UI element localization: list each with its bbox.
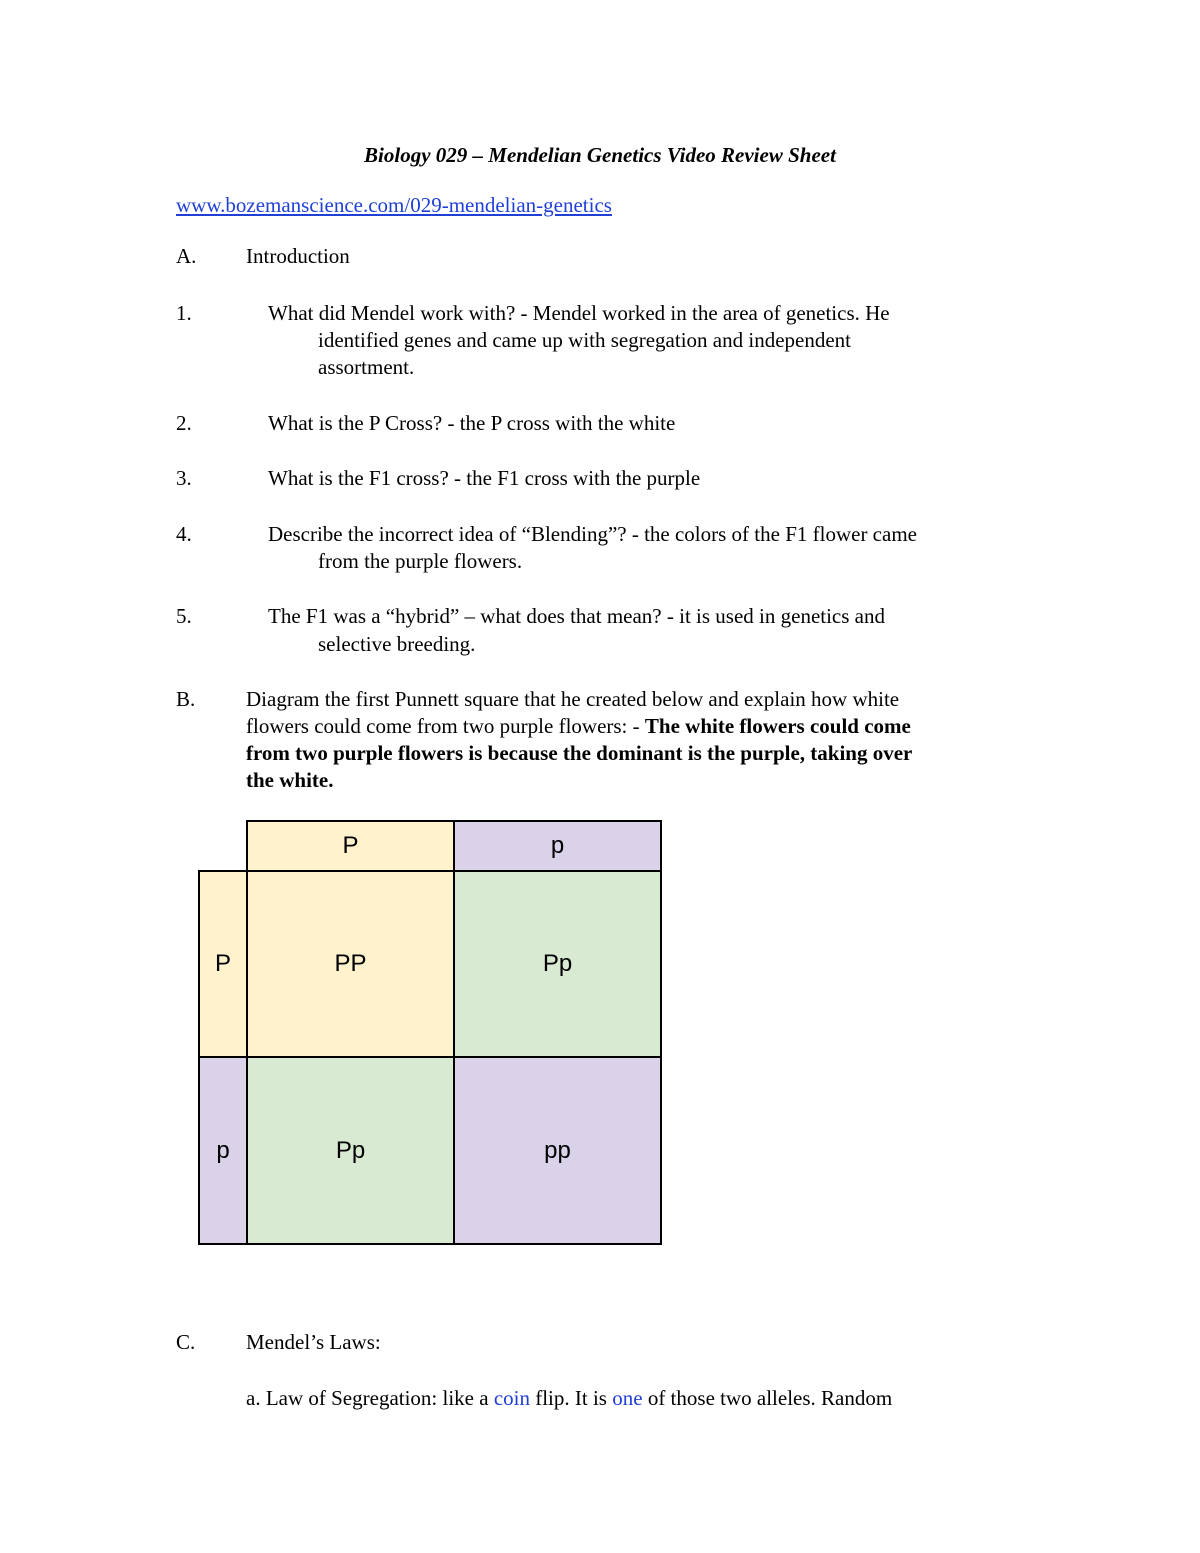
page-title: Biology 029 – Mendelian Genetics Video Review Sheet — [364, 143, 836, 167]
question-number: 3. — [176, 466, 192, 490]
row-header-dominant: P — [198, 870, 248, 1058]
law-text: a. Law of Segregation: like a — [246, 1386, 494, 1410]
cell-homozygous-dominant: PP — [246, 870, 455, 1058]
section-b-line: Diagram the first Punnett square that he created below and explain how white — [246, 687, 900, 711]
section-b-answer: The white flowers could come — [644, 714, 911, 738]
question-number: 4. — [176, 522, 192, 546]
question-text: identified genes and came up with segregation and independent — [318, 328, 851, 352]
cell-homozygous-recessive: pp — [453, 1056, 662, 1245]
question-text: What is the P Cross? - the P cross with the white — [268, 411, 676, 435]
section-b-line — [246, 713, 911, 740]
section-b-answer: from two purple flowers is because the dominant is the purple, taking over — [246, 741, 913, 765]
question-text: What is the F1 cross? - the F1 cross with the purple — [268, 466, 701, 490]
section-c-heading: Mendel’s Laws: — [246, 1330, 381, 1354]
cell-heterozygous: Pp — [453, 870, 662, 1058]
source-link[interactable]: www.bozemanscience.com/029-mendelian-genetics — [176, 193, 612, 217]
question-text: from the purple flowers. — [318, 549, 523, 573]
law-text: flip. It is — [529, 1386, 613, 1410]
question-text: What did Mendel work with? - Mendel worked in the area of genetics. He — [268, 301, 890, 325]
section-a-heading: Introduction — [246, 244, 350, 268]
section-b-plain: flowers could come from two purple flowers: - — [246, 714, 645, 738]
law-of-segregation — [246, 1385, 892, 1412]
law-highlight: coin — [493, 1386, 530, 1410]
question-number: 2. — [176, 411, 192, 435]
law-text: of those two alleles. Random — [642, 1386, 893, 1410]
question-number: 5. — [176, 604, 192, 628]
section-a-marker: A. — [176, 244, 197, 268]
row-header-recessive: p — [198, 1056, 248, 1245]
col-header-dominant: P — [246, 820, 455, 872]
section-c-marker: C. — [176, 1330, 196, 1354]
cell-heterozygous: Pp — [246, 1056, 455, 1245]
question-text: selective breeding. — [318, 632, 476, 656]
question-text: The F1 was a “hybrid” – what does that mean? - it is used in genetics and — [268, 604, 885, 628]
col-header-recessive: p — [453, 820, 662, 872]
section-b-answer: the white. — [246, 768, 334, 792]
section-b-marker: B. — [176, 687, 196, 711]
question-text: assortment. — [318, 355, 415, 379]
law-highlight: one — [612, 1386, 643, 1410]
question-text: Describe the incorrect idea of “Blending”? - the colors of the F1 flower came — [268, 522, 917, 546]
question-number: 1. — [176, 301, 192, 325]
